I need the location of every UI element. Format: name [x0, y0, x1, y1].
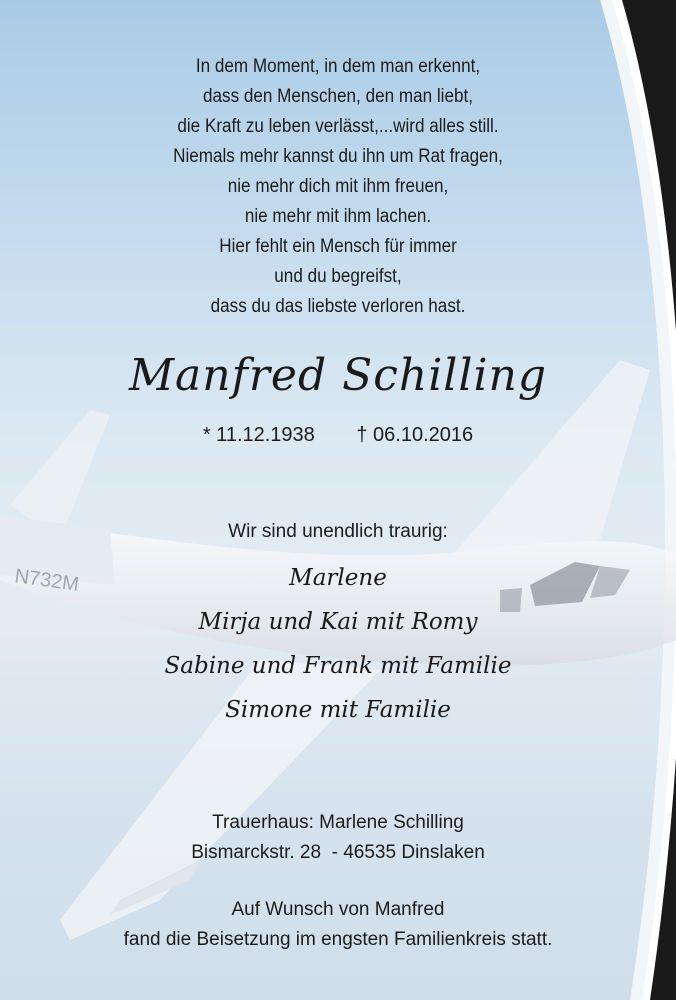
mourner-name: Sabine und Frank mit Familie: [164, 653, 512, 679]
poem-line: Niemals mehr kannst du ihn um Rat fragen,: [173, 146, 503, 167]
note-line: Auf Wunsch von Manfred: [231, 899, 445, 920]
poem-line: Hier fehlt ein Mensch für immer: [219, 236, 457, 257]
life-dates: [0, 424, 676, 447]
mourner-name: Mirja und Kai mit Romy: [198, 609, 478, 635]
mourning-address: [0, 808, 676, 868]
memorial-poem: [0, 52, 676, 322]
poem-line: die Kraft zu leben verlässt,...wird alles still.: [177, 116, 499, 137]
mourners-intro: Wir sind unendlich traurig:: [228, 521, 448, 542]
street-line: Bismarckstr. 28 - 46535 Dinslaken: [191, 842, 485, 863]
poem-line: dass den Menschen, den man liebt,: [203, 86, 473, 107]
poem-line: dass du das liebste verloren hast.: [210, 296, 466, 317]
mourner-name: Marlene: [289, 565, 387, 591]
poem-line: nie mehr dich mit ihm freuen,: [227, 176, 449, 197]
house-line: Trauerhaus: Marlene Schilling: [212, 812, 464, 833]
mourners-list: [0, 556, 676, 732]
poem-line: und du begreifst,: [274, 266, 402, 287]
burial-note: [0, 895, 676, 955]
plane-registration: N732M: [13, 565, 81, 596]
mourner-name: Simone mit Familie: [225, 697, 451, 723]
poem-line: In dem Moment, in dem man erkennt,: [195, 56, 481, 77]
note-line: fand die Beisetzung im engsten Familienkreis statt.: [123, 929, 553, 950]
deceased-name: Manfred Schilling: [128, 350, 548, 401]
poem-line: nie mehr mit ihm lachen.: [244, 206, 432, 227]
birth-date: * 11.12.1938: [202, 424, 315, 446]
death-date: † 06.10.2016: [356, 424, 474, 446]
